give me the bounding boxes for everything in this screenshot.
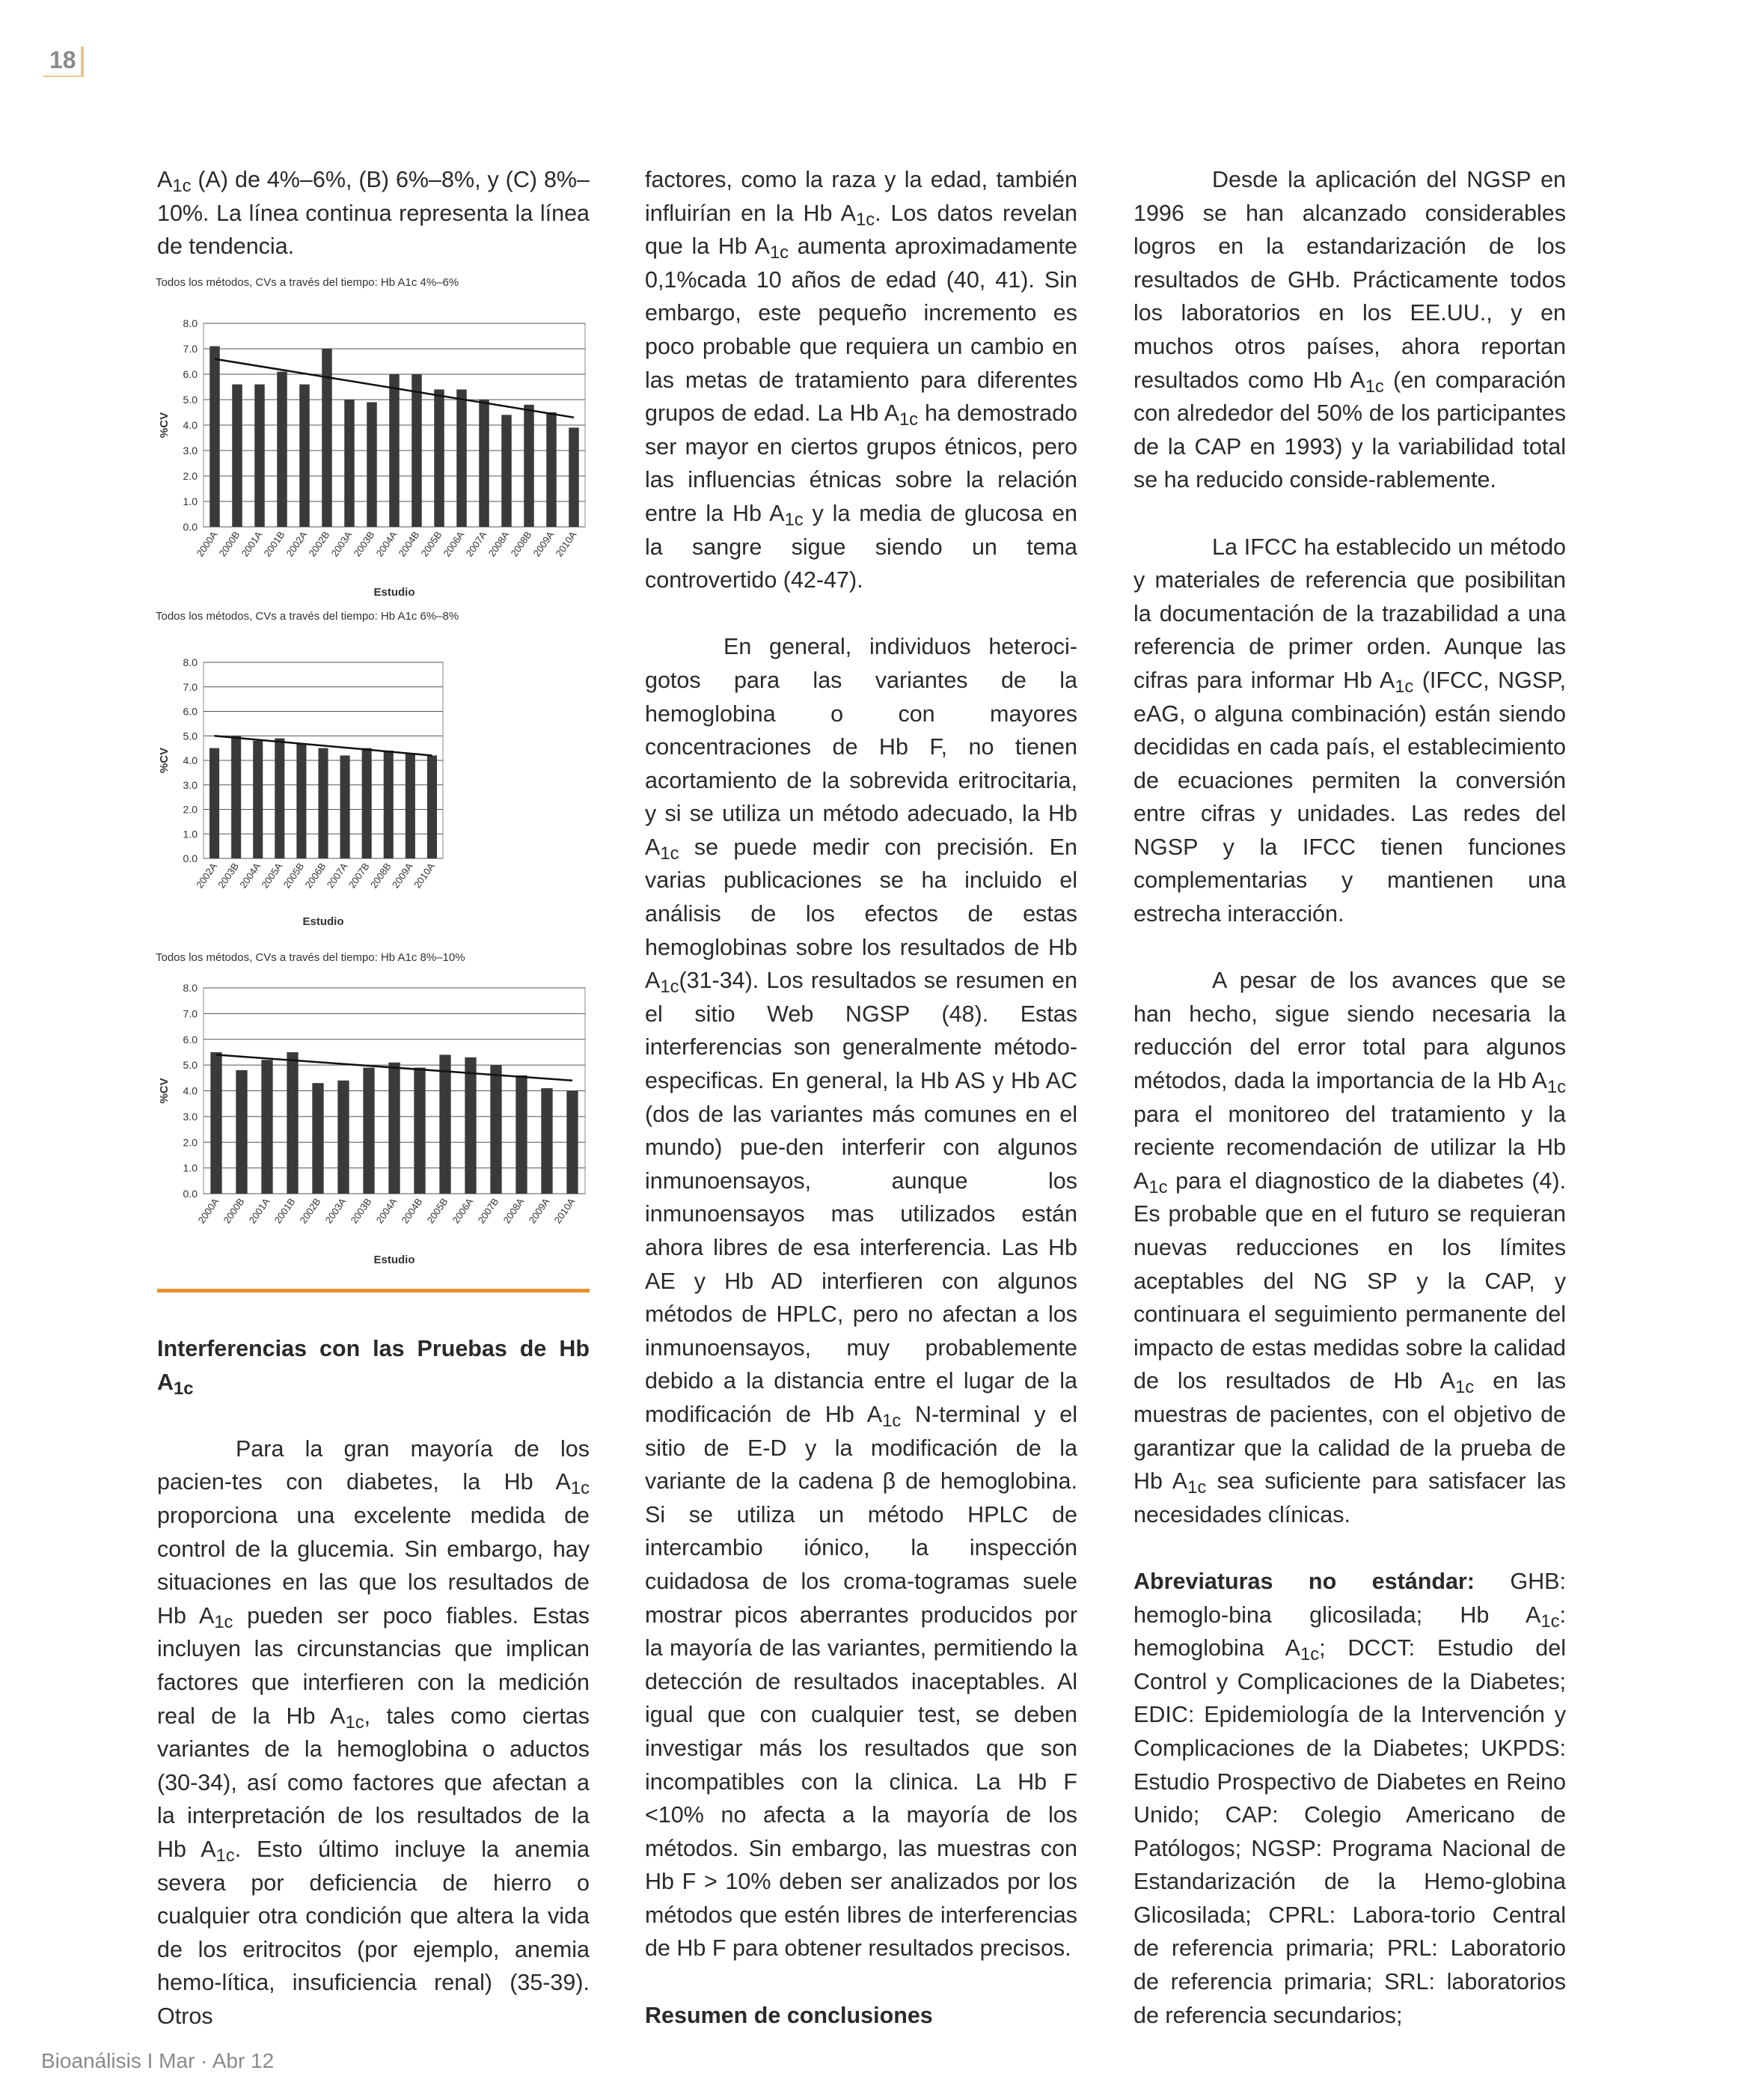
chart-title: Todos los métodos, CVs a través del tiempo: Hb A1c 6%–8% (156, 610, 459, 623)
x-tick-label: 2005B (418, 529, 444, 559)
x-tick-label: 2001A (246, 1196, 272, 1226)
x-tick-label: 2009A (530, 529, 557, 559)
section-divider (157, 1289, 590, 1292)
y-tick-label: 4.0 (183, 419, 198, 431)
bar (524, 405, 534, 527)
x-tick-label: 2000A (195, 1196, 221, 1226)
column-2 (645, 163, 1077, 2032)
x-tick-label: 2002B (306, 529, 332, 559)
x-tick-label: 2004A (373, 1196, 400, 1226)
y-tick-label: 0.0 (183, 1188, 198, 1200)
x-tick-label: 2005B (424, 1196, 450, 1226)
bar (414, 1068, 425, 1194)
chart-svg (150, 606, 599, 928)
y-tick-label: 5.0 (183, 394, 198, 406)
y-tick-label: 7.0 (183, 343, 198, 355)
y-tick-label: 3.0 (183, 778, 198, 791)
section-title-resumen: Resumen de conclusiones (645, 2002, 933, 2028)
bar (439, 1054, 450, 1194)
bar (337, 1081, 349, 1194)
y-tick-label: 3.0 (183, 445, 198, 457)
bar (318, 748, 328, 858)
column-1 (157, 163, 590, 263)
x-axis-label: Estudio (302, 915, 344, 928)
bar (287, 1052, 298, 1194)
bar (275, 739, 284, 858)
bar (312, 1083, 323, 1194)
y-tick-label: 1.0 (183, 828, 198, 840)
y-tick-label: 7.0 (183, 680, 198, 693)
chart-title: Todos los métodos, CVs a través del tiempo: Hb A1c 8%–10% (156, 951, 465, 964)
x-tick-label: 2010A (553, 529, 579, 559)
x-tick-label: 2000A (194, 529, 220, 559)
y-tick-label: 4.0 (183, 754, 198, 766)
paragraph: A pesar de los avances que se han hecho, sigue siendo necesaria la reducción del error total para algunos métodos, dada la importancia de la Hb $A_{1c}$ para el monitoreo del tratamiento y la reciente recomendación de utilizar la Hb $A_{1c}$ para el diagnostico de la diabetes (4). Es probable que en el futuro se requieran nuevas reducciones en los límites aceptables del NG SP y la CAP, y continuara el seguimiento permanente del impacto de estas medidas sobre la calidad de los resultados de Hb $A_{1c}$ en las muestras de pacientes, con el objetivo de garantizar que la calidad de la prueba de Hb $A_{1c}$ sea suficiente para satisfacer las necesidades clínicas. (1133, 968, 1566, 1527)
x-tick-label: 2004B (396, 529, 422, 559)
bar (322, 349, 332, 527)
page-number: 18 (43, 46, 84, 77)
x-tick-label: 2003A (322, 1196, 349, 1226)
x-tick-label: 2006A (450, 1196, 476, 1226)
x-tick-label: 2000B (221, 1196, 247, 1226)
x-tick-label: 2004A (237, 861, 263, 891)
chart-b (150, 606, 599, 928)
y-tick-label: 2.0 (183, 803, 198, 816)
bar (515, 1075, 527, 1194)
paragraph: factores, como la raza y la edad, también influirían en la Hb $A_{1c}$. Los datos revelan que la Hb $A_{1c}$ aumenta aproximadamente 0,1%cada 10 años de edad (40, 41). Sin embargo, este pequeño incremento es poco probable que requiera un cambio en las metas de tratamiento para diferentes grupos de edad. La Hb $A_{1c}$ ha demostrado ser mayor en ciertos grupos étnicos, pero las influencias étnicas sobre la relación entre la Hb $A_{1c}$ y la media de glucosa en la sangre sigue siendo un tema controvertido (42-47). (645, 167, 1078, 593)
bar (363, 1068, 374, 1194)
paragraph: En general, individuos heteroci-gotos para las variantes de la hemoglobina o con mayores concentraciones de Hb F, no tienen acortamiento de la sobrevida eritrocitaria, y si se utiliza un método adecuado, la Hb $A_{1c}$ se puede medir con precisión. En varias publicaciones se ha incluido el análisis de los efectos de estas hemoglobinas sobre los resultados de Hb $A_{1c}(31-34)$. Los resultados se resumen en el sitio Web NGSP (48). Estas interferencias son generalmente método-especificas. En general, la Hb AS y Hb AC (dos de las variantes más comunes en el mundo) pue-den interferir con algunos inmunoensayos, aunque los inmunoensayos mas utilizados están ahora libres de esa interferencia. Las Hb AE y Hb AD interfieren con algunos métodos de HPLC, pero no afectan a los inmunoensayos, muy probablemente debido a la distancia entre el lugar de la modificación de Hb $A_{1c}$ N-terminal y el sitio de E-D y la modificación de la variante de la cadena β de hemoglobina. Si se utiliza un método HPLC de intercambio iónico, la inspección cuidadosa de los croma-togramas suele mostrar picos aberrantes producidos por la mayoría de las variantes, permitiendo la detección de resultados inaceptables. Al igual que con cualquier test, se deben investigar más los resultados que son incompatibles con la clinica. La Hb F <10% no afecta a la mayoría de los métodos. Sin embargo, las muestras con Hb F > 10% deben ser analizados por los métodos que estén libres de interferencias de Hb F para obtener resultados precisos. (645, 634, 1077, 1962)
y-tick-label: 1.0 (183, 1162, 198, 1174)
x-tick-label: 2007B (475, 1196, 501, 1226)
y-tick-label: 6.0 (183, 1033, 198, 1046)
x-axis-label: Estudio (373, 586, 415, 599)
x-tick-label: 2004B (399, 1196, 425, 1226)
column-3 (1133, 163, 1566, 2032)
x-tick-label: 2001A (239, 529, 265, 559)
x-tick-label: 2002A (284, 529, 310, 559)
bar (209, 347, 220, 527)
bar (384, 751, 394, 858)
y-tick-label: 6.0 (183, 368, 198, 380)
y-tick-label: 5.0 (183, 730, 198, 742)
y-axis-label: %CV (158, 1078, 171, 1104)
paragraph: La IFCC ha establecido un método y materiales de referencia que posibilitan la documentación de la trazabilidad a una referencia de primer orden. Aunque las cifras para informar Hb $A_{1c}$ (IFCC, NGSP, eAG, o alguna combinación) están siendo decididas en cada país, el establecimiento de ecuaciones permiten la conversión entre cifras y unidades. Las redes del NGSP y la IFCC tienen funciones complementarias y mantienen una estrecha interacción. (1133, 534, 1566, 927)
bar (406, 753, 415, 858)
x-tick-label: 2005A (259, 861, 285, 891)
y-tick-label: 7.0 (183, 1007, 198, 1020)
bar (566, 1091, 578, 1194)
bar (277, 372, 287, 527)
x-tick-label: 2006A (441, 529, 467, 559)
x-tick-label: 2007A (463, 529, 489, 559)
y-tick-label: 0.0 (183, 852, 198, 864)
y-tick-label: 1.0 (183, 495, 198, 507)
section-title-interferencias: Interferencias con las Pruebas de Hb $A_{1c}$ (157, 1336, 590, 1399)
bar (344, 400, 355, 527)
bar (412, 374, 422, 527)
y-tick-label: 4.0 (183, 1084, 198, 1097)
column-1-text (157, 1332, 590, 2033)
y-tick-label: 2.0 (183, 470, 198, 482)
bar (254, 385, 265, 527)
bar (456, 389, 467, 527)
abbreviations: Abreviaturas no estándar: GHB: hemoglo-bina glicosilada; Hb $A_{1c}$: hemoglobina $A_{1c}$; DCCT: Estudio del Control y Complicaciones de la Diabetes; EDIC: Epidemiología de la Intervención y Complicaciones de la Diabetes; UKPDS: Estudio Prospectivo de Diabetes en Reino Unido; CAP: Colegio Americano de Patólogos; NGSP: Programa Nacional de Estandarización de la Hemo-globina Glicosilada; CPRL: Labora-torio Central de referencia primaria; PRL: Laboratorio de referencia primaria; SRL: laboratorios de referencia secundarios; (1133, 1568, 1566, 2028)
x-tick-label: 2008A (486, 529, 512, 559)
x-tick-label: 2003B (351, 529, 377, 559)
y-tick-label: 8.0 (183, 982, 198, 994)
bar (569, 427, 579, 527)
chart-svg (150, 269, 599, 599)
x-tick-label: 2002B (297, 1196, 323, 1226)
x-tick-label: 2004A (373, 529, 400, 559)
bar (501, 415, 512, 527)
y-tick-label: 2.0 (183, 1136, 198, 1149)
bar (296, 743, 306, 858)
x-tick-label: 2007B (346, 861, 372, 891)
footer: Bioanálisis I Mar · Abr 12 (41, 2049, 275, 2072)
bar (209, 748, 219, 858)
y-tick-label: 8.0 (183, 317, 198, 329)
x-tick-label: 2001B (272, 1196, 298, 1226)
y-tick-label: 8.0 (183, 656, 198, 668)
chart-a (150, 269, 599, 599)
bar (434, 389, 444, 527)
bar (389, 374, 400, 527)
x-tick-label: 2008B (508, 529, 534, 559)
x-tick-label: 2001B (261, 529, 287, 559)
x-tick-label: 2005B (281, 861, 307, 891)
bar (546, 412, 557, 527)
x-tick-label: 2003B (215, 861, 242, 891)
chart-svg (150, 944, 599, 1266)
chart-c (150, 944, 599, 1266)
x-tick-label: 2007A (324, 861, 350, 891)
paragraph: Para la gran mayoría de los pacien-tes con diabetes, la Hb $A_{1c}$ proporciona una excelente medida de control de la glucemia. Sin embargo, hay situaciones en las que los resultados de Hb $A_{1c}$ pueden ser poco fiables. Estas incluyen las circunstancias que implican factores que interfieren con la medición real de la Hb $A_{1c}$, tales como ciertas variantes de la hemoglobina o aductos (30-34), así como factores que afectan a la interpretación de los resultados de la Hb $A_{1c}$. Esto último incluye la anemia severa por deficiencia de hierro o cualquier otra condición que altera la vida de los eritrocitos (por ejemplo, anemia hemo-lítica, insuficiencia renal) (35-39). Otros (157, 1435, 590, 2029)
x-tick-label: 2002A (194, 861, 220, 891)
bar (465, 1057, 476, 1194)
x-tick-label: 2010A (551, 1196, 578, 1226)
bar (340, 755, 350, 858)
y-tick-label: 6.0 (183, 705, 198, 718)
bar (367, 402, 377, 527)
bar (232, 385, 242, 527)
y-tick-label: 5.0 (183, 1059, 198, 1072)
chart-title: Todos los métodos, CVs a través del tiempo: Hb A1c 4%–6% (156, 276, 459, 289)
x-tick-label: 2006B (302, 861, 328, 891)
x-axis-label: Estudio (373, 1254, 415, 1266)
x-tick-label: 2000B (216, 529, 242, 559)
bar (236, 1070, 247, 1194)
x-tick-label: 2003A (328, 529, 355, 559)
y-axis-label: %CV (158, 747, 171, 774)
bar (479, 400, 489, 527)
bar (253, 741, 263, 858)
bar (541, 1088, 552, 1194)
y-tick-label: 3.0 (183, 1110, 198, 1123)
y-tick-label: 0.0 (183, 521, 198, 533)
bar (427, 755, 437, 858)
paragraph: Desde la aplicación del NGSP en 1996 se han alcanzado considerables logros en la estandarización de los resultados de GHb. Prácticamente todos los laboratorios en los EE.UU., y en muchos otros países, ahora reportan resultados como Hb $A_{1c}$ (en comparación con alrededor del 50% de los participantes de la CAP en 1993) y la variabilidad total se ha reducido conside-rablemente. (1133, 167, 1566, 493)
x-tick-label: 2003B (348, 1196, 374, 1226)
x-tick-label: 2008A (501, 1196, 527, 1226)
bar (388, 1063, 400, 1194)
bar (210, 1052, 221, 1194)
bar (490, 1065, 501, 1194)
y-axis-label: %CV (158, 412, 171, 439)
bar (362, 748, 372, 858)
bar (231, 736, 241, 858)
bar (261, 1060, 272, 1194)
x-tick-label: 2009A (389, 861, 415, 891)
x-tick-label: 2009A (526, 1196, 552, 1226)
x-tick-label: 2010A (412, 861, 437, 891)
x-tick-label: 2008B (367, 861, 394, 891)
bar (299, 385, 310, 527)
figure-caption: $A_{1c}$ (A) de 4%–6%, (B) 6%–8%, y (C) 8%–10%. La línea continua representa la línea de tendencia. (157, 167, 590, 260)
